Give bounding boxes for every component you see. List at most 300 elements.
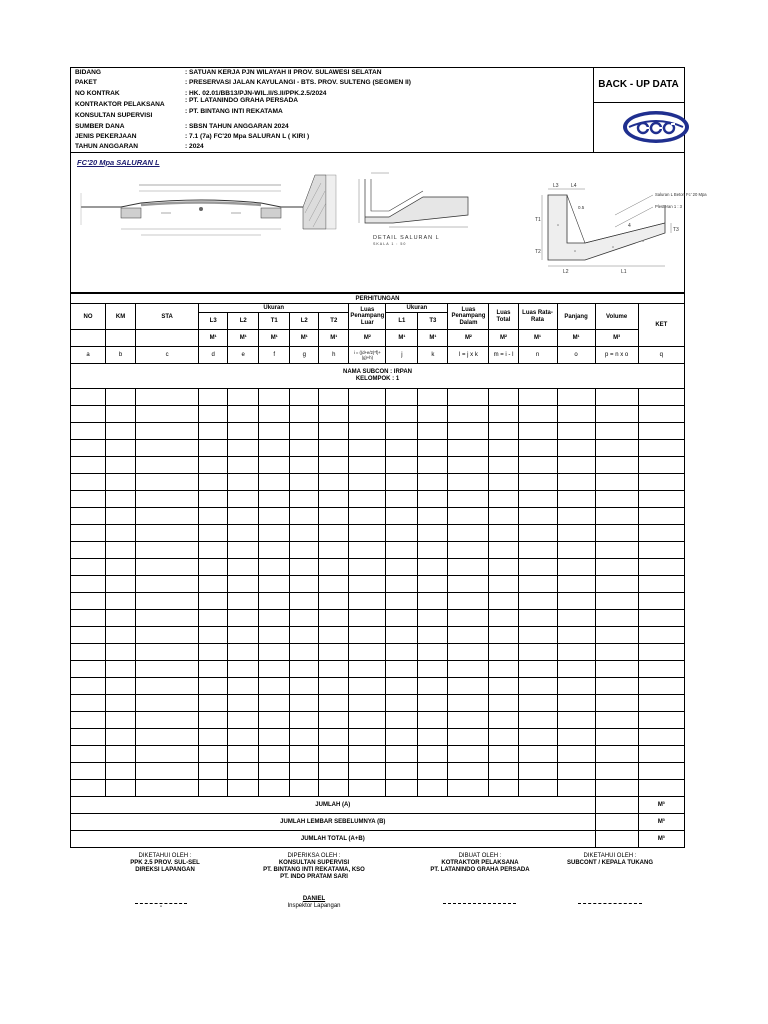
table-cell[interactable]: [259, 542, 290, 559]
table-cell[interactable]: [349, 406, 386, 423]
table-cell[interactable]: [518, 746, 557, 763]
table-cell[interactable]: [319, 610, 349, 627]
table-cell[interactable]: [349, 678, 386, 695]
table-cell[interactable]: [136, 525, 199, 542]
table-cell[interactable]: [71, 780, 106, 797]
table-cell[interactable]: [386, 457, 418, 474]
table-cell[interactable]: [228, 780, 259, 797]
table-cell[interactable]: [557, 678, 595, 695]
table-cell[interactable]: [448, 474, 489, 491]
table-cell[interactable]: [228, 474, 259, 491]
table-cell[interactable]: [349, 695, 386, 712]
table-cell[interactable]: [595, 695, 638, 712]
table-cell[interactable]: [106, 440, 136, 457]
table-cell[interactable]: [349, 440, 386, 457]
table-cell[interactable]: [418, 576, 448, 593]
table-cell[interactable]: [595, 576, 638, 593]
table-cell[interactable]: [557, 661, 595, 678]
table-cell[interactable]: [518, 440, 557, 457]
table-cell[interactable]: [228, 610, 259, 627]
table-cell[interactable]: [259, 780, 290, 797]
table-cell[interactable]: [259, 627, 290, 644]
table-cell[interactable]: [557, 406, 595, 423]
table-cell[interactable]: [199, 525, 228, 542]
table-cell[interactable]: [290, 508, 319, 525]
table-cell[interactable]: [518, 576, 557, 593]
table-cell[interactable]: [71, 678, 106, 695]
table-cell[interactable]: [228, 440, 259, 457]
table-cell[interactable]: [557, 576, 595, 593]
table-cell[interactable]: [638, 457, 684, 474]
table-cell[interactable]: [199, 406, 228, 423]
table-cell[interactable]: [106, 729, 136, 746]
table-cell[interactable]: [106, 763, 136, 780]
table-cell[interactable]: [290, 644, 319, 661]
table-cell[interactable]: [595, 525, 638, 542]
table-cell[interactable]: [259, 661, 290, 678]
table-cell[interactable]: [259, 576, 290, 593]
table-cell[interactable]: [319, 576, 349, 593]
table-cell[interactable]: [448, 423, 489, 440]
table-cell[interactable]: [71, 695, 106, 712]
table-cell[interactable]: [418, 423, 448, 440]
table-cell[interactable]: [448, 576, 489, 593]
table-cell[interactable]: [71, 729, 106, 746]
table-cell[interactable]: [518, 712, 557, 729]
table-cell[interactable]: [557, 423, 595, 440]
table-cell[interactable]: [228, 729, 259, 746]
table-cell[interactable]: [557, 457, 595, 474]
table-cell[interactable]: [136, 610, 199, 627]
table-cell[interactable]: [319, 559, 349, 576]
table-cell[interactable]: [71, 746, 106, 763]
table-cell[interactable]: [557, 491, 595, 508]
table-cell[interactable]: [595, 559, 638, 576]
table-cell[interactable]: [228, 389, 259, 406]
table-cell[interactable]: [199, 491, 228, 508]
table-cell[interactable]: [259, 610, 290, 627]
table-cell[interactable]: [319, 491, 349, 508]
table-cell[interactable]: [557, 763, 595, 780]
table-cell[interactable]: [489, 491, 518, 508]
table-cell[interactable]: [319, 729, 349, 746]
table-cell[interactable]: [418, 644, 448, 661]
table-cell[interactable]: [557, 542, 595, 559]
table-cell[interactable]: [106, 712, 136, 729]
table-cell[interactable]: [290, 610, 319, 627]
table-cell[interactable]: [259, 457, 290, 474]
table-cell[interactable]: [71, 525, 106, 542]
table-cell[interactable]: [71, 576, 106, 593]
table-cell[interactable]: [386, 780, 418, 797]
table-cell[interactable]: [638, 474, 684, 491]
table-cell[interactable]: [136, 389, 199, 406]
table-cell[interactable]: [386, 627, 418, 644]
table-cell[interactable]: [489, 610, 518, 627]
table-cell[interactable]: [557, 695, 595, 712]
table-cell[interactable]: [106, 746, 136, 763]
table-cell[interactable]: [595, 644, 638, 661]
table-cell[interactable]: [290, 559, 319, 576]
table-cell[interactable]: [136, 457, 199, 474]
table-cell[interactable]: [386, 474, 418, 491]
table-cell[interactable]: [595, 729, 638, 746]
table-cell[interactable]: [518, 593, 557, 610]
table-cell[interactable]: [136, 576, 199, 593]
table-cell[interactable]: [319, 474, 349, 491]
table-cell[interactable]: [557, 593, 595, 610]
table-cell[interactable]: [106, 627, 136, 644]
table-cell[interactable]: [418, 610, 448, 627]
table-cell[interactable]: [106, 695, 136, 712]
table-cell[interactable]: [386, 644, 418, 661]
table-cell[interactable]: [386, 542, 418, 559]
table-cell[interactable]: [259, 746, 290, 763]
table-cell[interactable]: [448, 559, 489, 576]
table-cell[interactable]: [228, 559, 259, 576]
table-cell[interactable]: [228, 746, 259, 763]
table-cell[interactable]: [518, 406, 557, 423]
table-cell[interactable]: [106, 610, 136, 627]
table-cell[interactable]: [319, 406, 349, 423]
table-cell[interactable]: [290, 678, 319, 695]
table-cell[interactable]: [259, 712, 290, 729]
table-cell[interactable]: [259, 729, 290, 746]
table-cell[interactable]: [290, 712, 319, 729]
table-cell[interactable]: [199, 576, 228, 593]
table-cell[interactable]: [418, 763, 448, 780]
table-cell[interactable]: [489, 440, 518, 457]
table-cell[interactable]: [290, 593, 319, 610]
table-cell[interactable]: [290, 525, 319, 542]
table-cell[interactable]: [259, 491, 290, 508]
table-cell[interactable]: [136, 440, 199, 457]
table-cell[interactable]: [518, 678, 557, 695]
table-cell[interactable]: [290, 406, 319, 423]
table-cell[interactable]: [319, 525, 349, 542]
table-cell[interactable]: [595, 593, 638, 610]
table-cell[interactable]: [228, 763, 259, 780]
table-cell[interactable]: [228, 627, 259, 644]
table-cell[interactable]: [290, 389, 319, 406]
table-cell[interactable]: [557, 729, 595, 746]
table-cell[interactable]: [228, 525, 259, 542]
table-cell[interactable]: [71, 389, 106, 406]
table-cell[interactable]: [136, 491, 199, 508]
table-cell[interactable]: [638, 746, 684, 763]
table-cell[interactable]: [290, 576, 319, 593]
table-cell[interactable]: [136, 627, 199, 644]
table-cell[interactable]: [638, 644, 684, 661]
table-cell[interactable]: [595, 423, 638, 440]
table-cell[interactable]: [319, 780, 349, 797]
table-cell[interactable]: [228, 712, 259, 729]
table-cell[interactable]: [448, 593, 489, 610]
table-cell[interactable]: [71, 763, 106, 780]
table-cell[interactable]: [489, 389, 518, 406]
table-cell[interactable]: [199, 457, 228, 474]
table-cell[interactable]: [557, 780, 595, 797]
table-cell[interactable]: [136, 729, 199, 746]
table-cell[interactable]: [418, 525, 448, 542]
table-cell[interactable]: [489, 644, 518, 661]
table-cell[interactable]: [448, 644, 489, 661]
table-cell[interactable]: [489, 457, 518, 474]
table-cell[interactable]: [228, 576, 259, 593]
table-cell[interactable]: [136, 763, 199, 780]
table-cell[interactable]: [290, 627, 319, 644]
table-cell[interactable]: [290, 695, 319, 712]
table-cell[interactable]: [386, 508, 418, 525]
table-cell[interactable]: [199, 763, 228, 780]
table-cell[interactable]: [290, 542, 319, 559]
table-cell[interactable]: [199, 678, 228, 695]
table-cell[interactable]: [557, 610, 595, 627]
table-cell[interactable]: [638, 729, 684, 746]
table-cell[interactable]: [319, 440, 349, 457]
table-cell[interactable]: [595, 491, 638, 508]
table-cell[interactable]: [349, 491, 386, 508]
table-cell[interactable]: [448, 525, 489, 542]
table-cell[interactable]: [228, 644, 259, 661]
table-cell[interactable]: [106, 644, 136, 661]
table-cell[interactable]: [71, 661, 106, 678]
table-cell[interactable]: [290, 746, 319, 763]
table-cell[interactable]: [199, 423, 228, 440]
table-cell[interactable]: [71, 610, 106, 627]
table-cell[interactable]: [106, 474, 136, 491]
table-cell[interactable]: [638, 780, 684, 797]
table-cell[interactable]: [595, 746, 638, 763]
table-cell[interactable]: [259, 763, 290, 780]
table-cell[interactable]: [228, 661, 259, 678]
table-cell[interactable]: [386, 559, 418, 576]
table-cell[interactable]: [448, 763, 489, 780]
table-cell[interactable]: [71, 423, 106, 440]
table-cell[interactable]: [349, 610, 386, 627]
table-cell[interactable]: [136, 780, 199, 797]
table-cell[interactable]: [106, 576, 136, 593]
table-cell[interactable]: [418, 780, 448, 797]
table-cell[interactable]: [448, 389, 489, 406]
table-cell[interactable]: [259, 525, 290, 542]
table-cell[interactable]: [418, 627, 448, 644]
table-cell[interactable]: [349, 559, 386, 576]
table-cell[interactable]: [290, 763, 319, 780]
table-cell[interactable]: [71, 457, 106, 474]
table-cell[interactable]: [199, 389, 228, 406]
table-cell[interactable]: [448, 678, 489, 695]
table-cell[interactable]: [557, 389, 595, 406]
table-cell[interactable]: [448, 610, 489, 627]
table-cell[interactable]: [71, 440, 106, 457]
table-cell[interactable]: [319, 508, 349, 525]
table-cell[interactable]: [136, 695, 199, 712]
table-cell[interactable]: [418, 474, 448, 491]
table-cell[interactable]: [136, 661, 199, 678]
table-cell[interactable]: [638, 576, 684, 593]
table-cell[interactable]: [489, 695, 518, 712]
table-cell[interactable]: [518, 559, 557, 576]
table-cell[interactable]: [638, 542, 684, 559]
table-cell[interactable]: [106, 559, 136, 576]
table-cell[interactable]: [557, 440, 595, 457]
table-cell[interactable]: [448, 661, 489, 678]
table-cell[interactable]: [557, 712, 595, 729]
table-cell[interactable]: [259, 406, 290, 423]
table-cell[interactable]: [518, 474, 557, 491]
table-cell[interactable]: [199, 559, 228, 576]
table-cell[interactable]: [259, 508, 290, 525]
table-cell[interactable]: [595, 763, 638, 780]
table-cell[interactable]: [595, 712, 638, 729]
table-cell[interactable]: [448, 746, 489, 763]
table-cell[interactable]: [199, 627, 228, 644]
table-cell[interactable]: [319, 644, 349, 661]
table-cell[interactable]: [638, 406, 684, 423]
table-cell[interactable]: [349, 576, 386, 593]
table-cell[interactable]: [638, 695, 684, 712]
table-cell[interactable]: [349, 389, 386, 406]
table-cell[interactable]: [418, 440, 448, 457]
table-cell[interactable]: [386, 423, 418, 440]
table-cell[interactable]: [489, 729, 518, 746]
table-cell[interactable]: [489, 406, 518, 423]
table-cell[interactable]: [136, 542, 199, 559]
table-cell[interactable]: [349, 763, 386, 780]
table-cell[interactable]: [290, 423, 319, 440]
table-cell[interactable]: [489, 508, 518, 525]
table-cell[interactable]: [518, 644, 557, 661]
table-cell[interactable]: [638, 627, 684, 644]
table-cell[interactable]: [199, 780, 228, 797]
table-cell[interactable]: [136, 474, 199, 491]
table-cell[interactable]: [349, 780, 386, 797]
table-cell[interactable]: [638, 389, 684, 406]
table-cell[interactable]: [418, 695, 448, 712]
table-cell[interactable]: [418, 508, 448, 525]
table-cell[interactable]: [106, 525, 136, 542]
table-cell[interactable]: [290, 457, 319, 474]
table-cell[interactable]: [595, 627, 638, 644]
table-cell[interactable]: [557, 474, 595, 491]
table-cell[interactable]: [595, 440, 638, 457]
table-cell[interactable]: [518, 542, 557, 559]
table-cell[interactable]: [319, 389, 349, 406]
table-cell[interactable]: [595, 661, 638, 678]
table-cell[interactable]: [228, 593, 259, 610]
table-cell[interactable]: [418, 457, 448, 474]
table-cell[interactable]: [418, 678, 448, 695]
table-cell[interactable]: [638, 440, 684, 457]
table-cell[interactable]: [349, 508, 386, 525]
table-cell[interactable]: [418, 712, 448, 729]
table-cell[interactable]: [595, 389, 638, 406]
table-cell[interactable]: [259, 593, 290, 610]
table-cell[interactable]: [71, 712, 106, 729]
table-cell[interactable]: [259, 644, 290, 661]
table-cell[interactable]: [489, 712, 518, 729]
table-cell[interactable]: [199, 474, 228, 491]
table-cell[interactable]: [489, 593, 518, 610]
table-cell[interactable]: [259, 474, 290, 491]
table-cell[interactable]: [386, 746, 418, 763]
table-cell[interactable]: [290, 491, 319, 508]
table-cell[interactable]: [199, 661, 228, 678]
table-cell[interactable]: [518, 423, 557, 440]
table-cell[interactable]: [136, 678, 199, 695]
table-cell[interactable]: [71, 508, 106, 525]
table-cell[interactable]: [71, 559, 106, 576]
table-cell[interactable]: [418, 661, 448, 678]
table-cell[interactable]: [638, 763, 684, 780]
table-cell[interactable]: [228, 423, 259, 440]
table-cell[interactable]: [290, 661, 319, 678]
table-cell[interactable]: [349, 474, 386, 491]
table-cell[interactable]: [448, 457, 489, 474]
table-cell[interactable]: [136, 644, 199, 661]
table-cell[interactable]: [595, 610, 638, 627]
table-cell[interactable]: [489, 423, 518, 440]
table-cell[interactable]: [106, 542, 136, 559]
table-cell[interactable]: [199, 542, 228, 559]
table-cell[interactable]: [418, 593, 448, 610]
table-cell[interactable]: [595, 780, 638, 797]
table-cell[interactable]: [386, 678, 418, 695]
table-cell[interactable]: [448, 491, 489, 508]
table-cell[interactable]: [349, 729, 386, 746]
table-cell[interactable]: [106, 457, 136, 474]
table-cell[interactable]: [518, 525, 557, 542]
table-cell[interactable]: [638, 559, 684, 576]
table-cell[interactable]: [386, 389, 418, 406]
table-cell[interactable]: [386, 610, 418, 627]
table-cell[interactable]: [199, 440, 228, 457]
table-cell[interactable]: [386, 712, 418, 729]
table-cell[interactable]: [228, 508, 259, 525]
table-cell[interactable]: [386, 576, 418, 593]
table-cell[interactable]: [518, 457, 557, 474]
table-cell[interactable]: [259, 389, 290, 406]
table-cell[interactable]: [199, 712, 228, 729]
table-cell[interactable]: [199, 695, 228, 712]
table-cell[interactable]: [638, 661, 684, 678]
table-cell[interactable]: [489, 559, 518, 576]
table-cell[interactable]: [595, 508, 638, 525]
table-cell[interactable]: [448, 406, 489, 423]
table-cell[interactable]: [386, 763, 418, 780]
table-cell[interactable]: [386, 661, 418, 678]
table-cell[interactable]: [319, 423, 349, 440]
table-cell[interactable]: [518, 695, 557, 712]
table-cell[interactable]: [489, 474, 518, 491]
table-cell[interactable]: [136, 712, 199, 729]
table-cell[interactable]: [199, 610, 228, 627]
table-cell[interactable]: [290, 729, 319, 746]
table-cell[interactable]: [489, 576, 518, 593]
table-cell[interactable]: [71, 474, 106, 491]
table-cell[interactable]: [418, 559, 448, 576]
table-cell[interactable]: [136, 406, 199, 423]
table-cell[interactable]: [448, 627, 489, 644]
table-cell[interactable]: [136, 508, 199, 525]
table-cell[interactable]: [71, 593, 106, 610]
table-cell[interactable]: [595, 406, 638, 423]
table-cell[interactable]: [638, 525, 684, 542]
table-cell[interactable]: [106, 423, 136, 440]
table-cell[interactable]: [228, 678, 259, 695]
table-cell[interactable]: [259, 678, 290, 695]
